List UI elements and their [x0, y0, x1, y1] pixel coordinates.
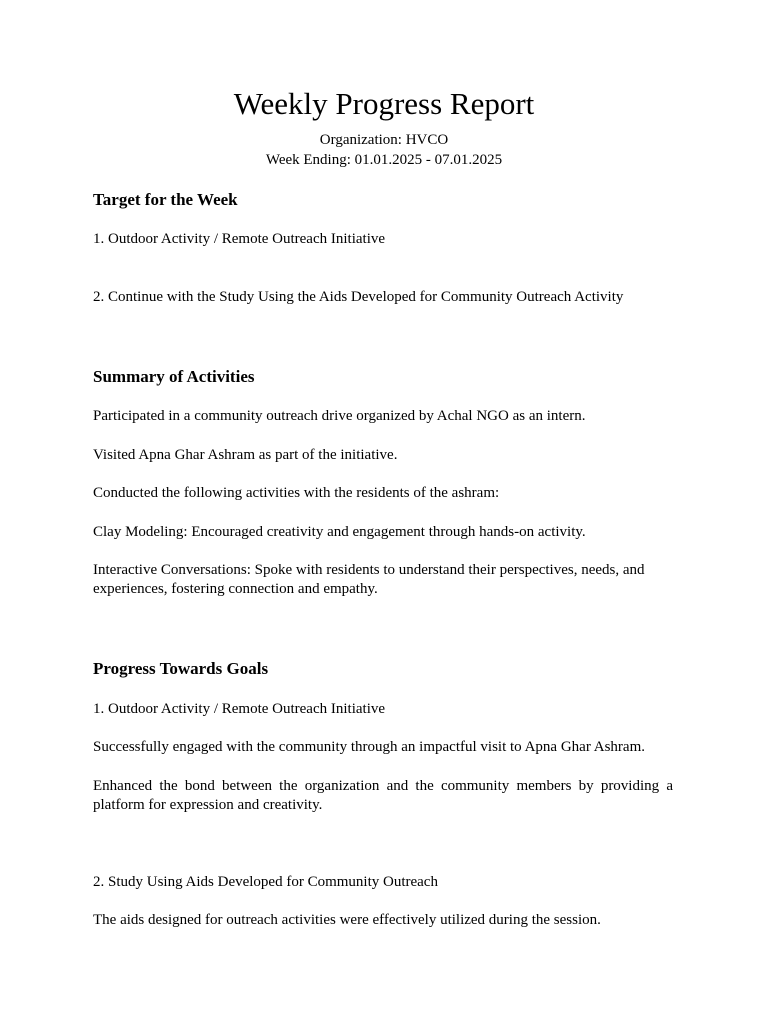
target-heading: Target for the Week [93, 190, 238, 209]
progress-paragraph: Enhanced the bond between the organization and the community members by providing a platform for expression and creativity. [93, 778, 673, 813]
summary-paragraph: Interactive Conversations: Spoke with residents to understand their perspectives, needs, and experiences, fostering connection and empathy. [93, 562, 645, 597]
summary-paragraph: Participated in a community outreach drive organized by Achal NGO as an intern. [93, 408, 586, 424]
progress-heading: Progress Towards Goals [93, 659, 269, 678]
summary-paragraph: Visited Apna Ghar Ashram as part of the initiative. [93, 447, 398, 463]
progress-paragraph: The aids designed for outreach activities were effectively utilized during the session. [93, 912, 601, 928]
progress-paragraph: Successfully engaged with the community through an impactful visit to Apna Ghar Ashram. [93, 739, 645, 755]
organization-line: Organization: HVCO [319, 132, 449, 148]
summary-heading: Summary of Activities [93, 367, 255, 386]
week-ending-line: Week Ending: 01.01.2025 - 07.01.2025 [265, 152, 503, 168]
report-title: Weekly Progress Report [233, 86, 535, 121]
summary-paragraph: Clay Modeling: Encouraged creativity and engagement through hands-on activity. [93, 524, 586, 540]
progress-paragraph: 1. Outdoor Activity / Remote Outreach Initiative [93, 701, 386, 717]
target-item-2: 2. Continue with the Study Using the Aids Developed for Community Outreach Activity [93, 289, 624, 305]
progress-paragraph: 2. Study Using Aids Developed for Community Outreach [93, 874, 438, 890]
target-item-1: 1. Outdoor Activity / Remote Outreach Initiative [93, 231, 386, 247]
summary-paragraph: Conducted the following activities with the residents of the ashram: [93, 485, 500, 501]
